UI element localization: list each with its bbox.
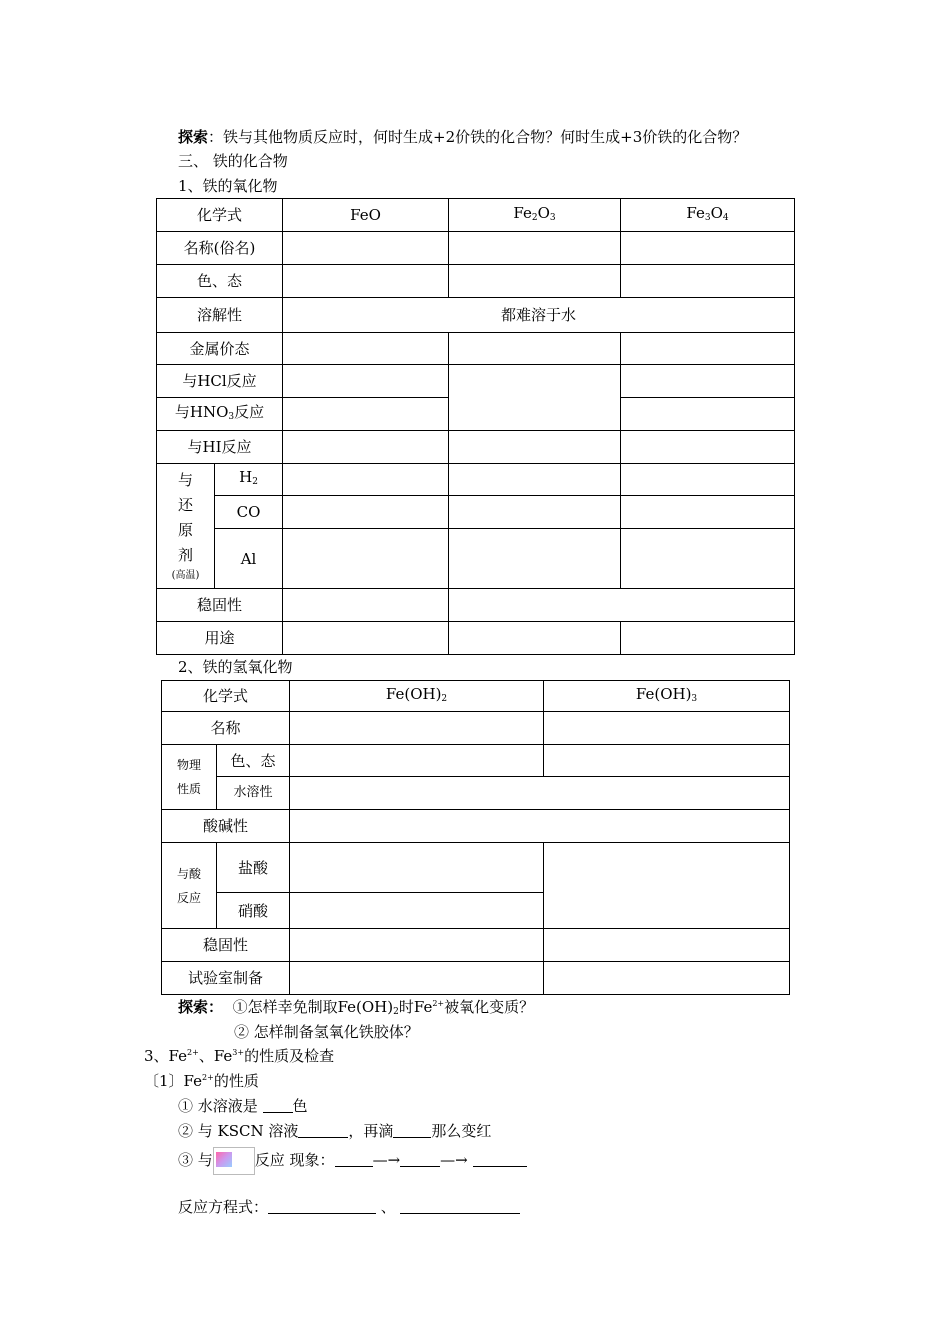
oxide-table bbox=[156, 198, 795, 655]
explore-label: 探索 bbox=[178, 128, 209, 146]
fill-blank[interactable] bbox=[335, 1151, 373, 1167]
cell bbox=[290, 962, 544, 995]
cell-merged bbox=[449, 365, 621, 431]
reducer-group-label: 与 还 原 剂 (高温) bbox=[157, 464, 215, 589]
fe2-item-1: ① 水溶液是 色 bbox=[178, 1097, 308, 1115]
cell bbox=[290, 712, 544, 745]
physical-color-state: 色、态 bbox=[217, 745, 290, 777]
header-feoh2: $Fe(OH)_2$ bbox=[290, 681, 544, 712]
cell bbox=[449, 265, 621, 298]
cell-merged bbox=[449, 589, 795, 622]
hydroxide-table bbox=[161, 680, 790, 995]
cell-merged bbox=[290, 810, 790, 843]
cell bbox=[283, 431, 449, 464]
cell bbox=[621, 365, 795, 398]
fill-blank[interactable] bbox=[400, 1151, 440, 1167]
fe2-equation: 反应方程式： 、 bbox=[178, 1197, 520, 1217]
row-solubility: 溶解性 bbox=[157, 298, 283, 333]
row-stability: 稳固性 bbox=[162, 929, 290, 962]
row-lab-prep: 试验室制备 bbox=[162, 962, 290, 995]
subsection-hydroxides: 2、铁的氢氧化物 bbox=[178, 658, 293, 676]
cell bbox=[283, 622, 449, 655]
fill-blank[interactable] bbox=[263, 1097, 293, 1113]
cell bbox=[283, 265, 449, 298]
cell bbox=[621, 333, 795, 365]
cell bbox=[544, 712, 790, 745]
explore-text: ：铁与其他物质反应时，何时生成+2价铁的化合物？何时生成+3价铁的化合物？ bbox=[208, 128, 748, 146]
header-formula: 化学式 bbox=[162, 681, 290, 712]
cell bbox=[449, 622, 621, 655]
acid-hcl: 盐酸 bbox=[217, 843, 290, 893]
acid-group-label: 与酸 反应 bbox=[162, 843, 217, 929]
cell bbox=[544, 962, 790, 995]
cell bbox=[621, 265, 795, 298]
cell bbox=[544, 745, 790, 777]
fe2-item-2: ② 与 KSCN 溶液 ，再滴 那么变红 bbox=[178, 1122, 492, 1140]
physical-water-solubility: 水溶性 bbox=[217, 777, 290, 810]
cell bbox=[449, 529, 621, 589]
cell bbox=[283, 398, 449, 431]
cell bbox=[290, 929, 544, 962]
header-fe2o3: $Fe_2O_3$ bbox=[449, 199, 621, 232]
cell bbox=[621, 398, 795, 431]
fe2-item-3: ③ 与 反应 现象： —→ —→ bbox=[178, 1147, 527, 1175]
subsection-oxides: 1、铁的氧化物 bbox=[178, 177, 278, 195]
cell bbox=[449, 431, 621, 464]
cell bbox=[449, 496, 621, 529]
physical-group-label: 物理 性质 bbox=[162, 745, 217, 810]
reducer-h2: $H_2$ bbox=[215, 464, 283, 496]
cell bbox=[290, 745, 544, 777]
cell bbox=[283, 529, 449, 589]
header-feoh3: $Fe(OH)_3$ bbox=[544, 681, 790, 712]
row-acidbase: 酸碱性 bbox=[162, 810, 290, 843]
cell bbox=[283, 365, 449, 398]
cell bbox=[449, 232, 621, 265]
fe2-title: 〔1〕$Fe^{2+}$的性质 bbox=[144, 1072, 259, 1090]
cell bbox=[283, 464, 449, 496]
cell bbox=[290, 893, 544, 929]
row-hcl: 与HCl反应 bbox=[157, 365, 283, 398]
cell-merged bbox=[290, 777, 790, 810]
cell-merged bbox=[544, 843, 790, 929]
row-hno3: 与$HNO_3$反应 bbox=[157, 398, 283, 431]
row-hi: 与HI反应 bbox=[157, 431, 283, 464]
row-valence: 金属价态 bbox=[157, 333, 283, 365]
row-color-state: 色、态 bbox=[157, 265, 283, 298]
fill-blank[interactable] bbox=[473, 1151, 527, 1167]
subsection-ion-properties: 3、$Fe^{2+}$、$Fe^{3+}$的性质及检查 bbox=[144, 1047, 335, 1065]
row-stability: 稳固性 bbox=[157, 589, 283, 622]
cell bbox=[449, 464, 621, 496]
row-name: 名称 bbox=[162, 712, 290, 745]
cell bbox=[621, 431, 795, 464]
header-feo: FeO bbox=[283, 199, 449, 232]
explore-question-3: ② 怎样制备氢氧化铁胶体？ bbox=[234, 1023, 419, 1041]
cell bbox=[621, 529, 795, 589]
reducer-al: Al bbox=[215, 529, 283, 589]
explore-question-2: 探索： ①怎样幸免制取$Fe(OH)_2$时$Fe^{2+}$被氧化变质？ bbox=[178, 998, 535, 1017]
row-name: 名称(俗名) bbox=[157, 232, 283, 265]
cell bbox=[449, 333, 621, 365]
header-formula: 化学式 bbox=[157, 199, 283, 232]
row-use: 用途 bbox=[157, 622, 283, 655]
cell bbox=[290, 843, 544, 893]
fill-blank[interactable] bbox=[298, 1122, 348, 1138]
cell bbox=[621, 232, 795, 265]
reducer-co: CO bbox=[215, 496, 283, 529]
fill-blank[interactable] bbox=[268, 1198, 376, 1214]
cell bbox=[283, 232, 449, 265]
cell bbox=[544, 929, 790, 962]
acid-hno3: 硝酸 bbox=[217, 893, 290, 929]
section-title: 三、 铁的化合物 bbox=[178, 152, 288, 170]
solubility-value: 都难溶于水 bbox=[283, 298, 795, 333]
cell bbox=[283, 589, 449, 622]
broken-image-icon bbox=[213, 1147, 255, 1175]
cell bbox=[283, 333, 449, 365]
explore-question-1 bbox=[178, 127, 747, 147]
cell bbox=[621, 464, 795, 496]
fill-blank[interactable] bbox=[393, 1122, 431, 1138]
cell bbox=[621, 622, 795, 655]
header-fe3o4: $Fe_3O_4$ bbox=[621, 199, 795, 232]
cell bbox=[621, 496, 795, 529]
cell bbox=[283, 496, 449, 529]
fill-blank[interactable] bbox=[400, 1198, 520, 1214]
